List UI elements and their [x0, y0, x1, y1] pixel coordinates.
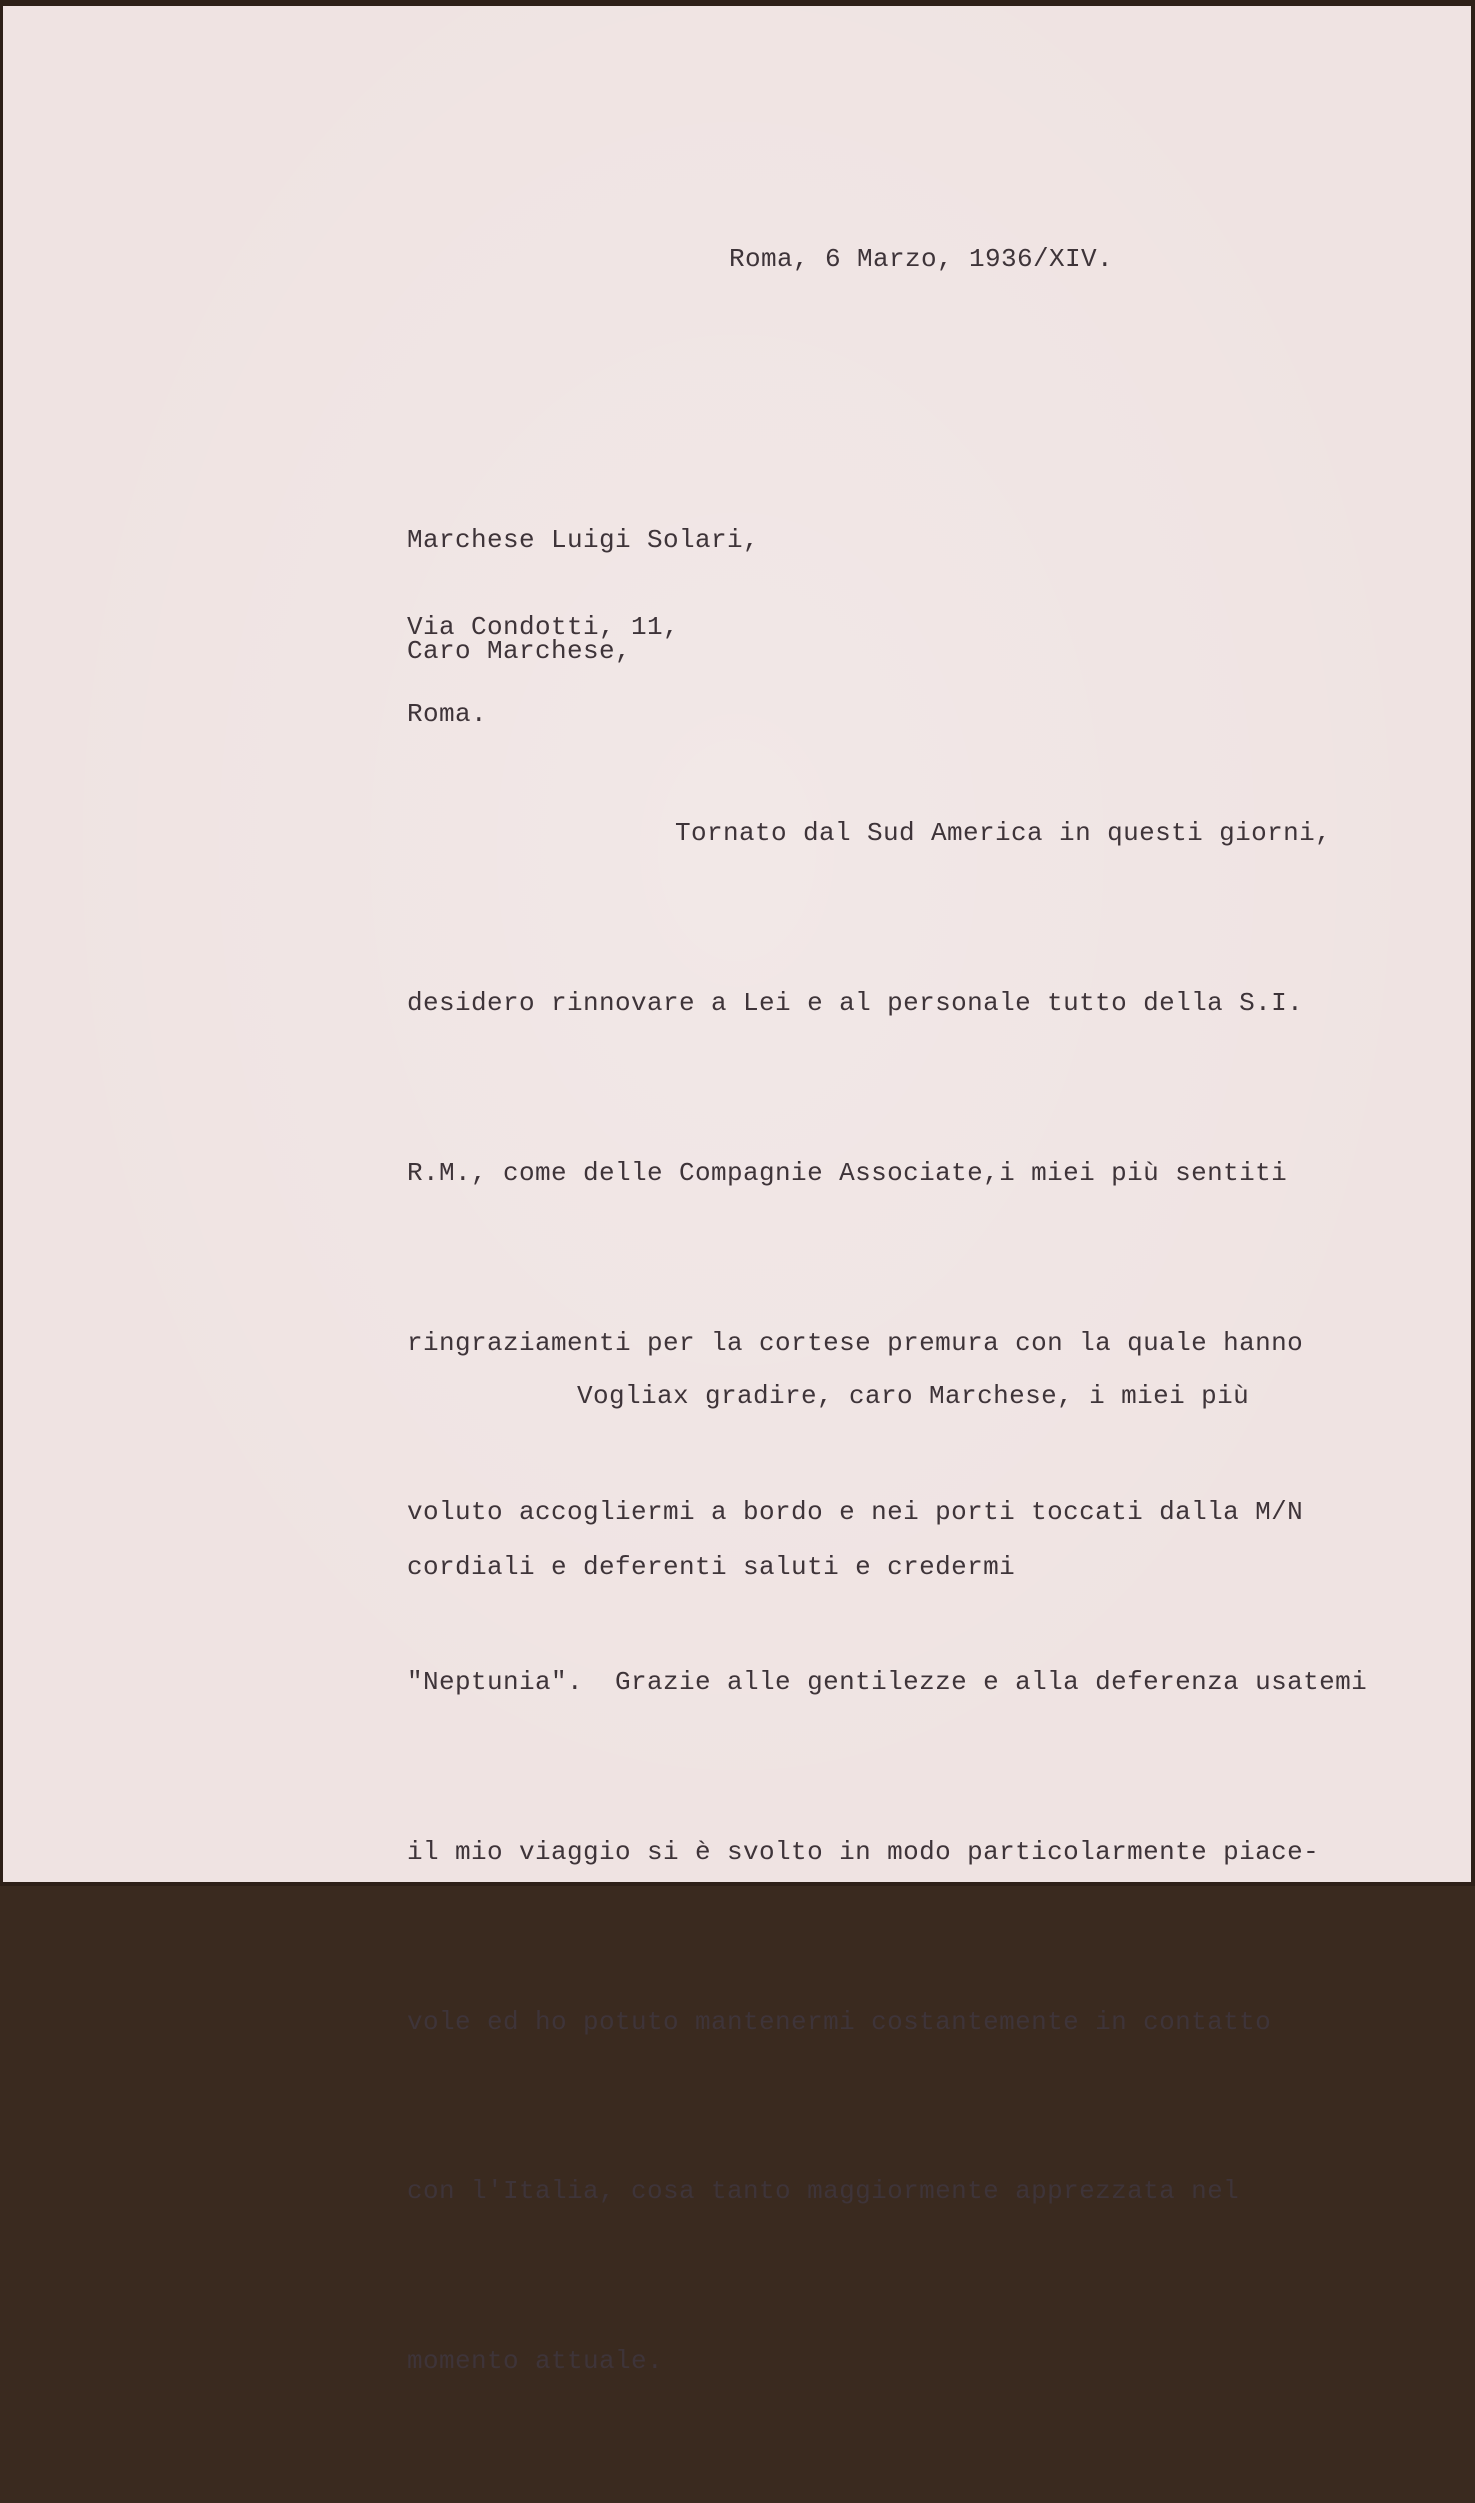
salutation: Caro Marchese, — [407, 636, 632, 666]
body-line: vole ed ho potuto mantenermi costantemente in contatto — [407, 2006, 1272, 2037]
closing-line: cordiali e deferenti saluti e credermi — [407, 1552, 1016, 1582]
body-line: "Neptunia". Grazie alle gentilezze e alla deferenza usatemi — [407, 1667, 1368, 1698]
letter-date: Roma, 6 Marzo, 1936/XIV. — [729, 244, 1114, 274]
body-line: ringraziamenti per la cortese premura con la quale hanno — [407, 1327, 1304, 1358]
body-line: il mio viaggio si è svolto in modo particolarmente piace- — [407, 1836, 1320, 1867]
letter-closing — [407, 1254, 1249, 1710]
body-line: desidero rinnovare a Lei e al personale tutto della S.I. — [407, 987, 1304, 1018]
body-line: voluto accogliermi a bordo e nei porti toccati dalla M/N — [407, 1497, 1304, 1528]
letter-page — [3, 6, 1471, 2377]
closing-line: Vogliax gradire, caro Marchese, i miei più — [577, 1381, 1250, 1411]
body-line: R.M., come delle Compagnie Associate,i miei più sentiti — [407, 1157, 1288, 1188]
body-line: momento attuale. — [407, 2346, 664, 2377]
body-line: con l'Italia, cosa tanto maggiormente apprezzata nel — [407, 2176, 1240, 2207]
address-line: Via Condotti, 11, — [407, 612, 680, 642]
body-line: Tornato dal Sud America in questi giorni, — [675, 818, 1332, 849]
address-line: Marchese Luigi Solari, — [407, 525, 760, 555]
address-line: Roma. — [407, 699, 488, 729]
